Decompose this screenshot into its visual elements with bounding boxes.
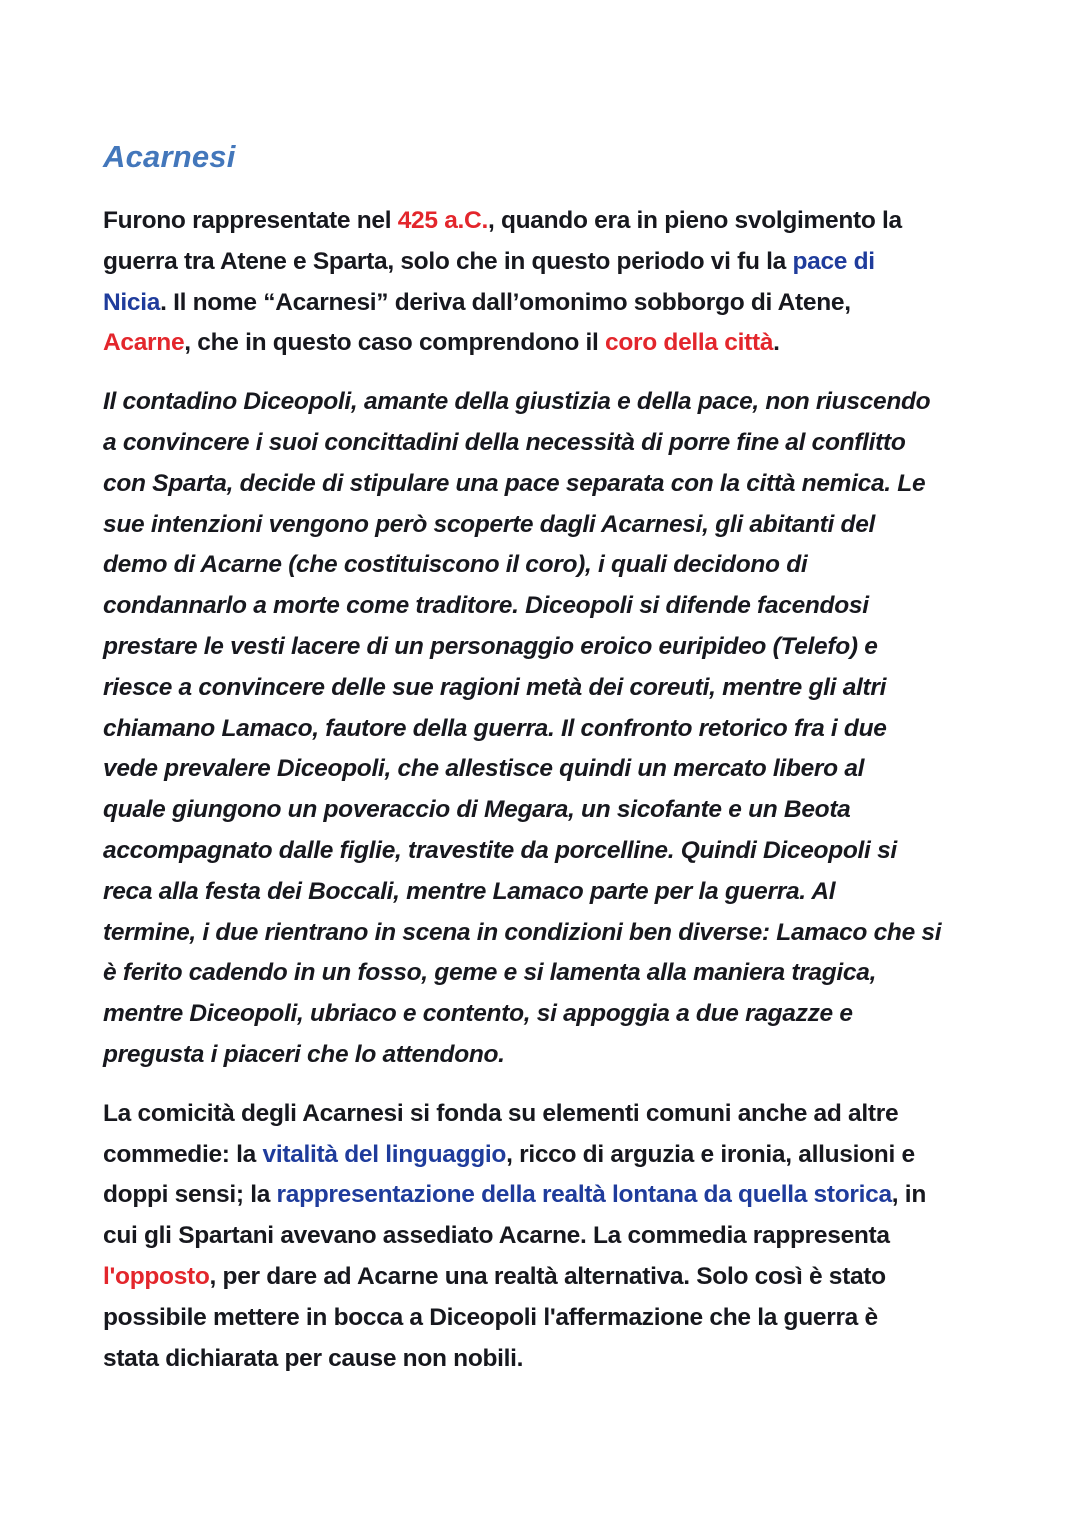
text-run: . Il nome “Acarnesi” deriva dall’omonimo sobborgo di Atene, bbox=[160, 288, 851, 316]
text-run: è ferito cadendo in un fosso, geme e si lamenta alla maniera tragica, bbox=[103, 959, 877, 987]
text-run: condannarlo a morte come traditore. Diceopoli si difende facendosi bbox=[103, 592, 869, 620]
text-run: pregusta i piaceri che lo attendono. bbox=[103, 1040, 505, 1068]
text-run: doppi sensi; la bbox=[103, 1181, 277, 1209]
text-run: , quando era in pieno svolgimento la bbox=[487, 207, 902, 234]
text-run: coro della città bbox=[605, 329, 774, 357]
text-run: Il contadino Diceopoli, amante della giustizia e della pace, non riuscendo bbox=[103, 388, 931, 416]
text-run: possibile mettere in bocca a Diceopoli l'affermazione che la guerra è bbox=[103, 1303, 878, 1331]
text-run: guerra tra Atene e Sparta, solo che in questo periodo vi fu la bbox=[103, 247, 793, 275]
text-run: riesce a convincere delle sue ragioni metà dei coreuti, mentre gli altri bbox=[103, 673, 887, 701]
text-run: prestare le vesti lacere di un personaggio eroico euripideo (Telefo) e bbox=[103, 632, 878, 660]
text-run: accompagnato dalle figlie, travestite da porcelline. Quindi Diceopoli si bbox=[103, 836, 897, 864]
text-run: commedie: la bbox=[103, 1140, 263, 1168]
text-run: , per dare ad Acarne una realtà alternativa. Solo così è stato bbox=[209, 1262, 886, 1290]
document-body bbox=[103, 201, 980, 1379]
text-run: pace di bbox=[792, 247, 875, 275]
text-run: chiamano Lamaco, fautore della guerra. Il confronto retorico fra i due bbox=[103, 714, 887, 742]
text-run: 425 a.C. bbox=[397, 207, 488, 234]
text-run: termine, i due rientrano in scena in condizioni ben diverse: Lamaco che si bbox=[103, 918, 942, 946]
text-run: quale giungono un poveraccio di Megara, un sicofante e un Beota bbox=[103, 796, 851, 824]
text-run: l'opposto bbox=[103, 1262, 210, 1290]
text-run: Nicia bbox=[103, 288, 161, 316]
text-run: rappresentazione della realtà lontana da quella storica bbox=[276, 1181, 892, 1209]
text-run: sue intenzioni vengono però scoperte dagli Acarnesi, gli abitanti del bbox=[103, 510, 876, 538]
text-run: , in bbox=[891, 1181, 926, 1209]
text-run: . bbox=[773, 329, 780, 357]
text-run: La comicità degli Acarnesi si fonda su elementi comuni anche ad altre bbox=[103, 1099, 899, 1127]
text-run: vitalità del linguaggio bbox=[262, 1140, 507, 1168]
paragraph bbox=[103, 1094, 980, 1380]
text-run: , che in questo caso comprendono il bbox=[184, 329, 606, 357]
text-run: Furono rappresentate nel bbox=[103, 207, 398, 234]
text-run: con Sparta, decide di stipulare una pace separata con la città nemica. Le bbox=[103, 469, 926, 497]
text-run: mentre Diceopoli, ubriaco e contento, si appoggia a due ragazze e bbox=[103, 1000, 853, 1028]
text-run: reca alla festa dei Boccali, mentre Lamaco parte per la guerra. Al bbox=[103, 877, 836, 905]
paragraph bbox=[103, 382, 980, 1076]
text-run: demo di Acarne (che costituiscono il coro), i quali decidono di bbox=[103, 551, 808, 579]
text-run: a convincere i suoi concittadini della necessità di porre fine al conflitto bbox=[103, 428, 906, 456]
text-run: Acarne bbox=[103, 329, 185, 357]
text-run: stata dichiarata per cause non nobili. bbox=[103, 1344, 524, 1372]
page-title: Acarnesi bbox=[103, 139, 236, 174]
paragraph bbox=[103, 201, 980, 364]
text-run: vede prevalere Diceopoli, che allestisce quindi un mercato libero al bbox=[103, 755, 865, 783]
text-run: , ricco di arguzia e ironia, allusioni e bbox=[506, 1140, 915, 1168]
text-run: cui gli Spartani avevano assediato Acarne. La commedia rappresenta bbox=[103, 1222, 890, 1250]
